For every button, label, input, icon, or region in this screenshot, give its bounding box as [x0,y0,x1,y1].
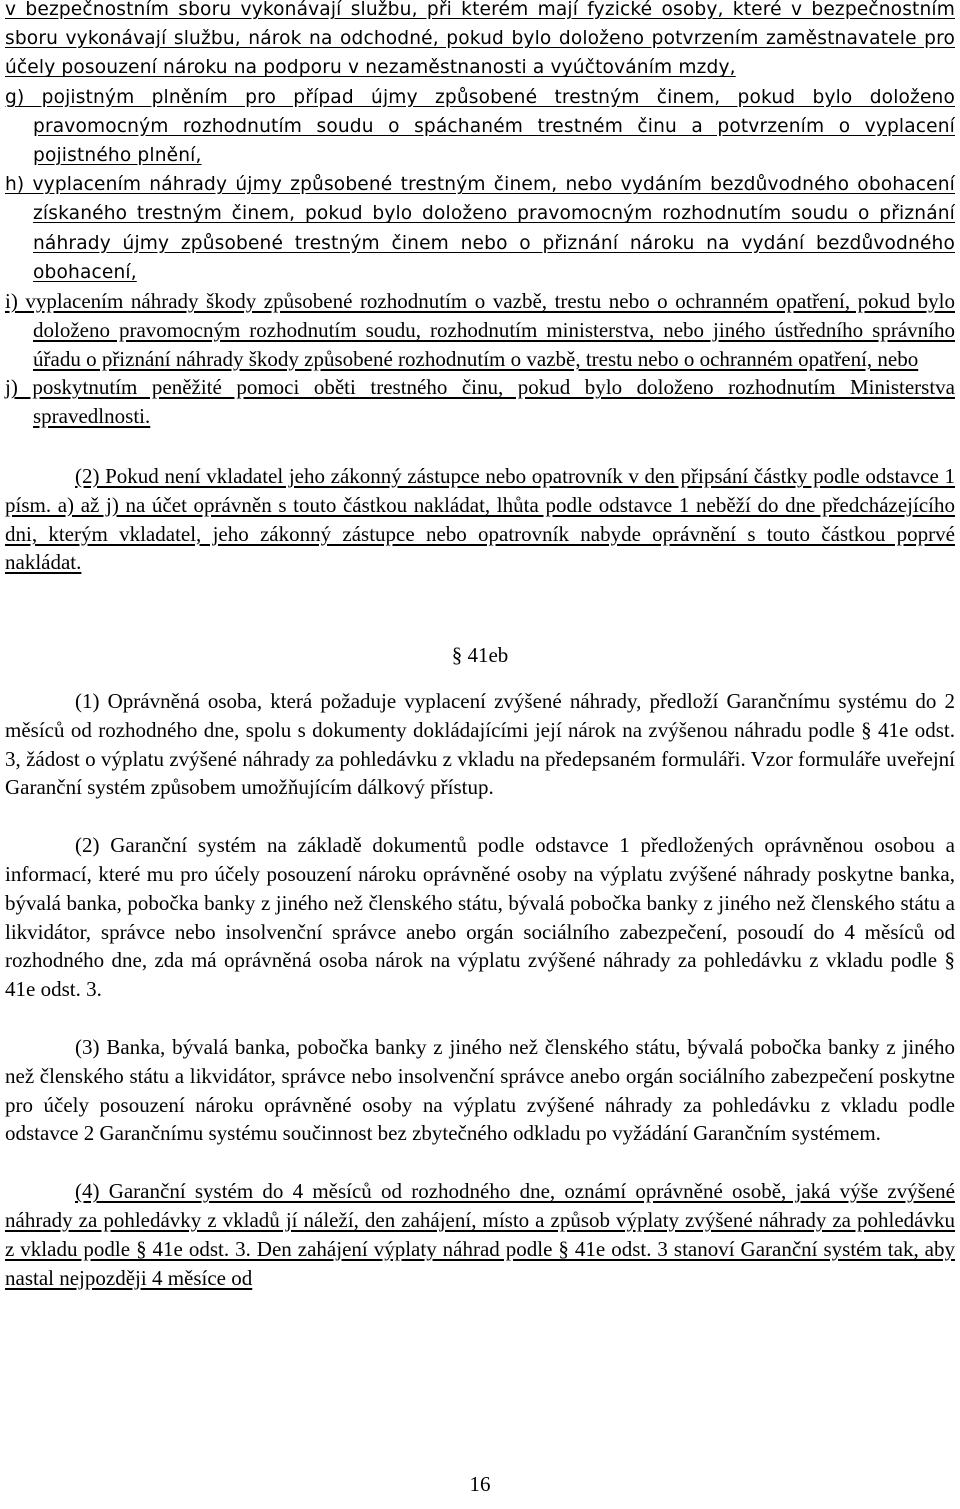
list-item-i: i) vyplacením náhrady škody způsobené rozhodnutím o vazbě, trestu nebo o ochranném opatření, pokud bylo doloženo pravomocným rozhodnutím soudu, rozhodnutím ministerstva, nebo jiného ústředního správního úřadu o přiznání náhrady škody způsobené rozhodnutím o vazbě, trestu nebo o ochranném opatření, nebo [5,289,955,371]
serif-list [5,287,955,431]
list-item-j: j) poskytnutím peněžité pomoci oběti trestného činu, pokud bylo doloženo rozhodnutím Ministerstva spravedlnosti. [5,375,955,429]
paragraph-4: (4) Garanční systém do 4 měsíců od rozhodného dne, oznámí oprávněné osobě, jaká výše zvýšené náhrady za pohledávky z vkladů jí náleží, den zahájení, místo a způsob výplaty zvýšené náhrady za pohledávku z vkladu podle § 41e odst. 3. Den zahájení výplaty náhrad podle § 41e odst. 3 stanoví Garanční systém tak, aby nastal nejpozději 4 měsíce od [5,1179,955,1290]
paragraph-2: (2) Garanční systém na základě dokumentů podle odstavce 1 předložených oprávněnou osobou a informací, které mu pro účely posouzení nároku oprávněné osoby na výplatu zvýšené náhrady poskytne banka, bývalá banka, pobočka banky z jiného než členského státu, bývalá pobočka banky z jiného než členského státu a likvidátor, správce nebo insolvenční správce anebo orgán sociálního zabezpečení, posoudí do 4 měsíců od rozhodného dne, zda má oprávněná osoba nárok na výplatu zvýšené náhrady za pohledávku z vkladu podle § 41e odst. 3. [5,833,955,1002]
paragraph-1: (1) Oprávněná osoba, která požaduje vyplacení zvýšené náhrady, předloží Garančnímu systému do 2 měsíců od rozhodného dne, spolu s dokumenty dokládajícími její nárok na zvýšenou náhradu podle § 41e odst. 3, žádost o výplatu zvýšené náhrady za pohledávku z vkladu na předepsaném formuláři. Vzor formuláře uveřejní Garanční systém způsobem umožňujícím dálkový přístup. [5,689,955,800]
page-number: 16 [469,1472,491,1496]
sans-section [5,0,955,287]
paragraph-2-amendment: (2) Pokud není vkladatel jeho zákonný zástupce nebo opatrovník v den připsání částky podle odstavce 1 písm. a) až j) na účet oprávněn s touto částkou nakládat, lhůta podle odstavce 1 neběží do dne předcházejícího dni, kterým vkladatel, jeho zákonný zástupce nebo opatrovník nabyde oprávnění s touto částkou poprvé nakládat. [5,464,955,575]
paragraph-3: (3) Banka, bývalá banka, pobočka banky z jiného než členského státu, bývalá pobočka banky z jiného než členského státu a likvidátor, správce nebo insolvenční správce anebo orgán sociálního zabezpečení poskytne pro účely posouzení nároku oprávněné osoby na výplatu zvýšené náhrady za pohledávku z vkladu podle odstavce 2 Garančnímu systému součinnost bez zbytečného odkladu po vyžádání Garančním systémem. [5,1034,955,1146]
section-title: § 41eb [451,643,509,668]
list-item-h: h) vyplacením náhrady újmy způsobené trestným činem, nebo vydáním bezdůvodného obohacení získaného trestným činem, pokud bylo doloženo pravomocným rozhodnutím soudu o přiznání náhrady újmy způsobené trestným činem nebo o přiznání nároku na vydání bezdůvodného obohacení, [5,174,955,283]
list-item-g: g) pojistným plněním pro případ újmy způsobené trestným činem, pokud bylo doloženo pravomocným rozhodnutím soudu o spáchaném trestném činu a potvrzením o vyplacení pojistného plnění, [5,86,955,167]
list-item-continuation: v bezpečnostním sboru vykonávají službu, při kterém mají fyzické osoby, které v bezpečnostním sboru vykonávají službu, nárok na odchodné, pokud bylo doloženo potvrzením zaměstnavatele pro účely posouzení nároku na podporu v nezaměstnanosti a vyúčtováním mzdy, [5,0,955,79]
